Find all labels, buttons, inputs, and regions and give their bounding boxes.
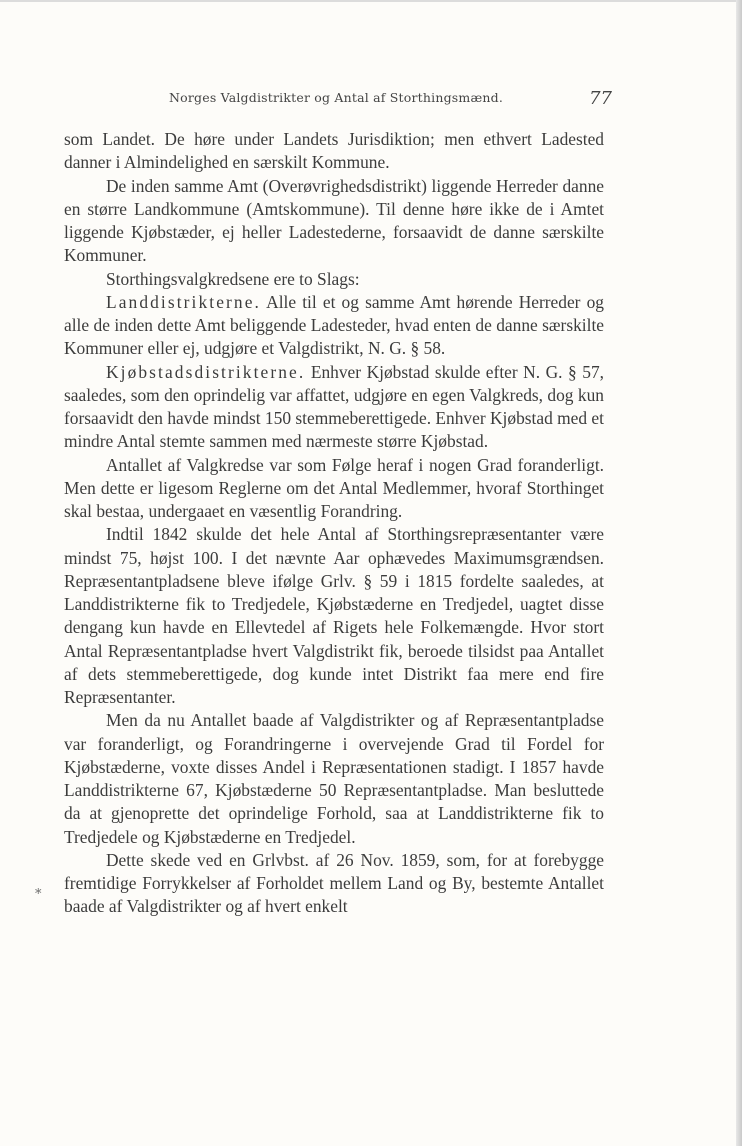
body-text: [64, 128, 604, 919]
paragraph: Indtil 1842 skulde det hele Antal af Storthingsrepræsentanter være mindst 75, højst 100. I det nævnte Aar ophævedes Maximumsgrændsen. Repræsentantpladsene bleve ifølge Grlv. § 59 i 1815 fordelte saaledes, at Landdistrikterne fik to Tredjedele, Kjøbstæderne en Tredjedel, uagtet disse dengang kun havde en Ellevtedel af Rigets hele Folkemængde. Hvor stort Antal Repræsentantpladse hvert Valgdistrikt fik, beroede tilsidst paa Antallet af dets stemmeberettigede, dog kunde intet Distrikt faa mere end fire Repræsentanter.: [64, 524, 604, 707]
paragraph: Landdistrikterne. Alle til et og samme Amt hørende Herreder og alle de inden dette Amt beliggende Ladesteder, hvad enten de danne særskilte Kommuner eller ej, udgjøre et Valgdistrikt, N. G. § 58.: [64, 291, 604, 359]
book-page: [64, 86, 612, 919]
paragraph: Kjøbstadsdistrikterne. Enhver Kjøbstad skulde efter N. G. § 57, saaledes, som den oprindelig var affattet, udgjøre en egen Valgkreds, dog kun forsaavidt den havde mindst 150 stemmeberettigede. Enhver Kjøbstad med et mindre Antal stemte sammen med nærmeste større Kjøbstad.: [64, 361, 604, 452]
paragraph: Men da nu Antallet baade af Valgdistrikter og af Repræsentantpladse var foranderligt, og Forandringerne i overvejende Grad til Fordel for Kjøbstæderne, voxte disses Andel i Repræsentationen stadigt. I 1857 havde Landdistrikterne 67, Kjøbstæderne 50 Repræsentantpladse. Man besluttede da at gjenoprette det oprindelige Forhold, saa at Landdistrikterne fik to Tredjedele og Kjøbstæderne en Tredjedel.: [64, 710, 604, 847]
spaced-lead: Kjøbstadsdistrikterne.: [106, 361, 306, 382]
paragraph: Antallet af Valgkredse var som Følge heraf i nogen Grad foranderligt. Men dette er ligesom Reglerne om det Antal Medlemmer, hvoraf Storthinget skal bestaa, undergaaet en væsentlig Forandring.: [64, 454, 604, 521]
paragraph: De inden samme Amt (Overøvrighedsdistrikt) liggende Herreder danne en større Landkommune (Amtskommune). Til denne høre ikke de i Amtet liggende Kjøbstæder, ej heller Ladestederne, forsaavidt de danne særskilte Kommuner.: [64, 175, 604, 266]
paragraph: Dette skede ved en Grlvbst. af 26 Nov. 1859, som, for at forebygge fremtidige Forrykkelser af Forholdet mellem Land og By, bestemte Antallet baade af Valgdistrikter og af hvert enkelt: [64, 849, 604, 917]
spaced-lead: Landdistrikterne.: [106, 291, 261, 312]
paragraph: Storthingsvalgkredsene ere to Slags:: [106, 268, 360, 289]
page-right-edge: [736, 0, 742, 1146]
running-title: Norges Valgdistrikter og Antal af Storthingsmænd.: [169, 90, 504, 105]
paragraph: som Landet. De høre under Landets Jurisdiktion; men ethvert Ladested danner i Almindelighed en særskilt Kommune.: [64, 129, 604, 173]
page-number: 77: [589, 88, 612, 109]
running-header: [64, 86, 612, 116]
margin-mark: *: [35, 887, 42, 902]
page-top-edge: [0, 0, 742, 2]
